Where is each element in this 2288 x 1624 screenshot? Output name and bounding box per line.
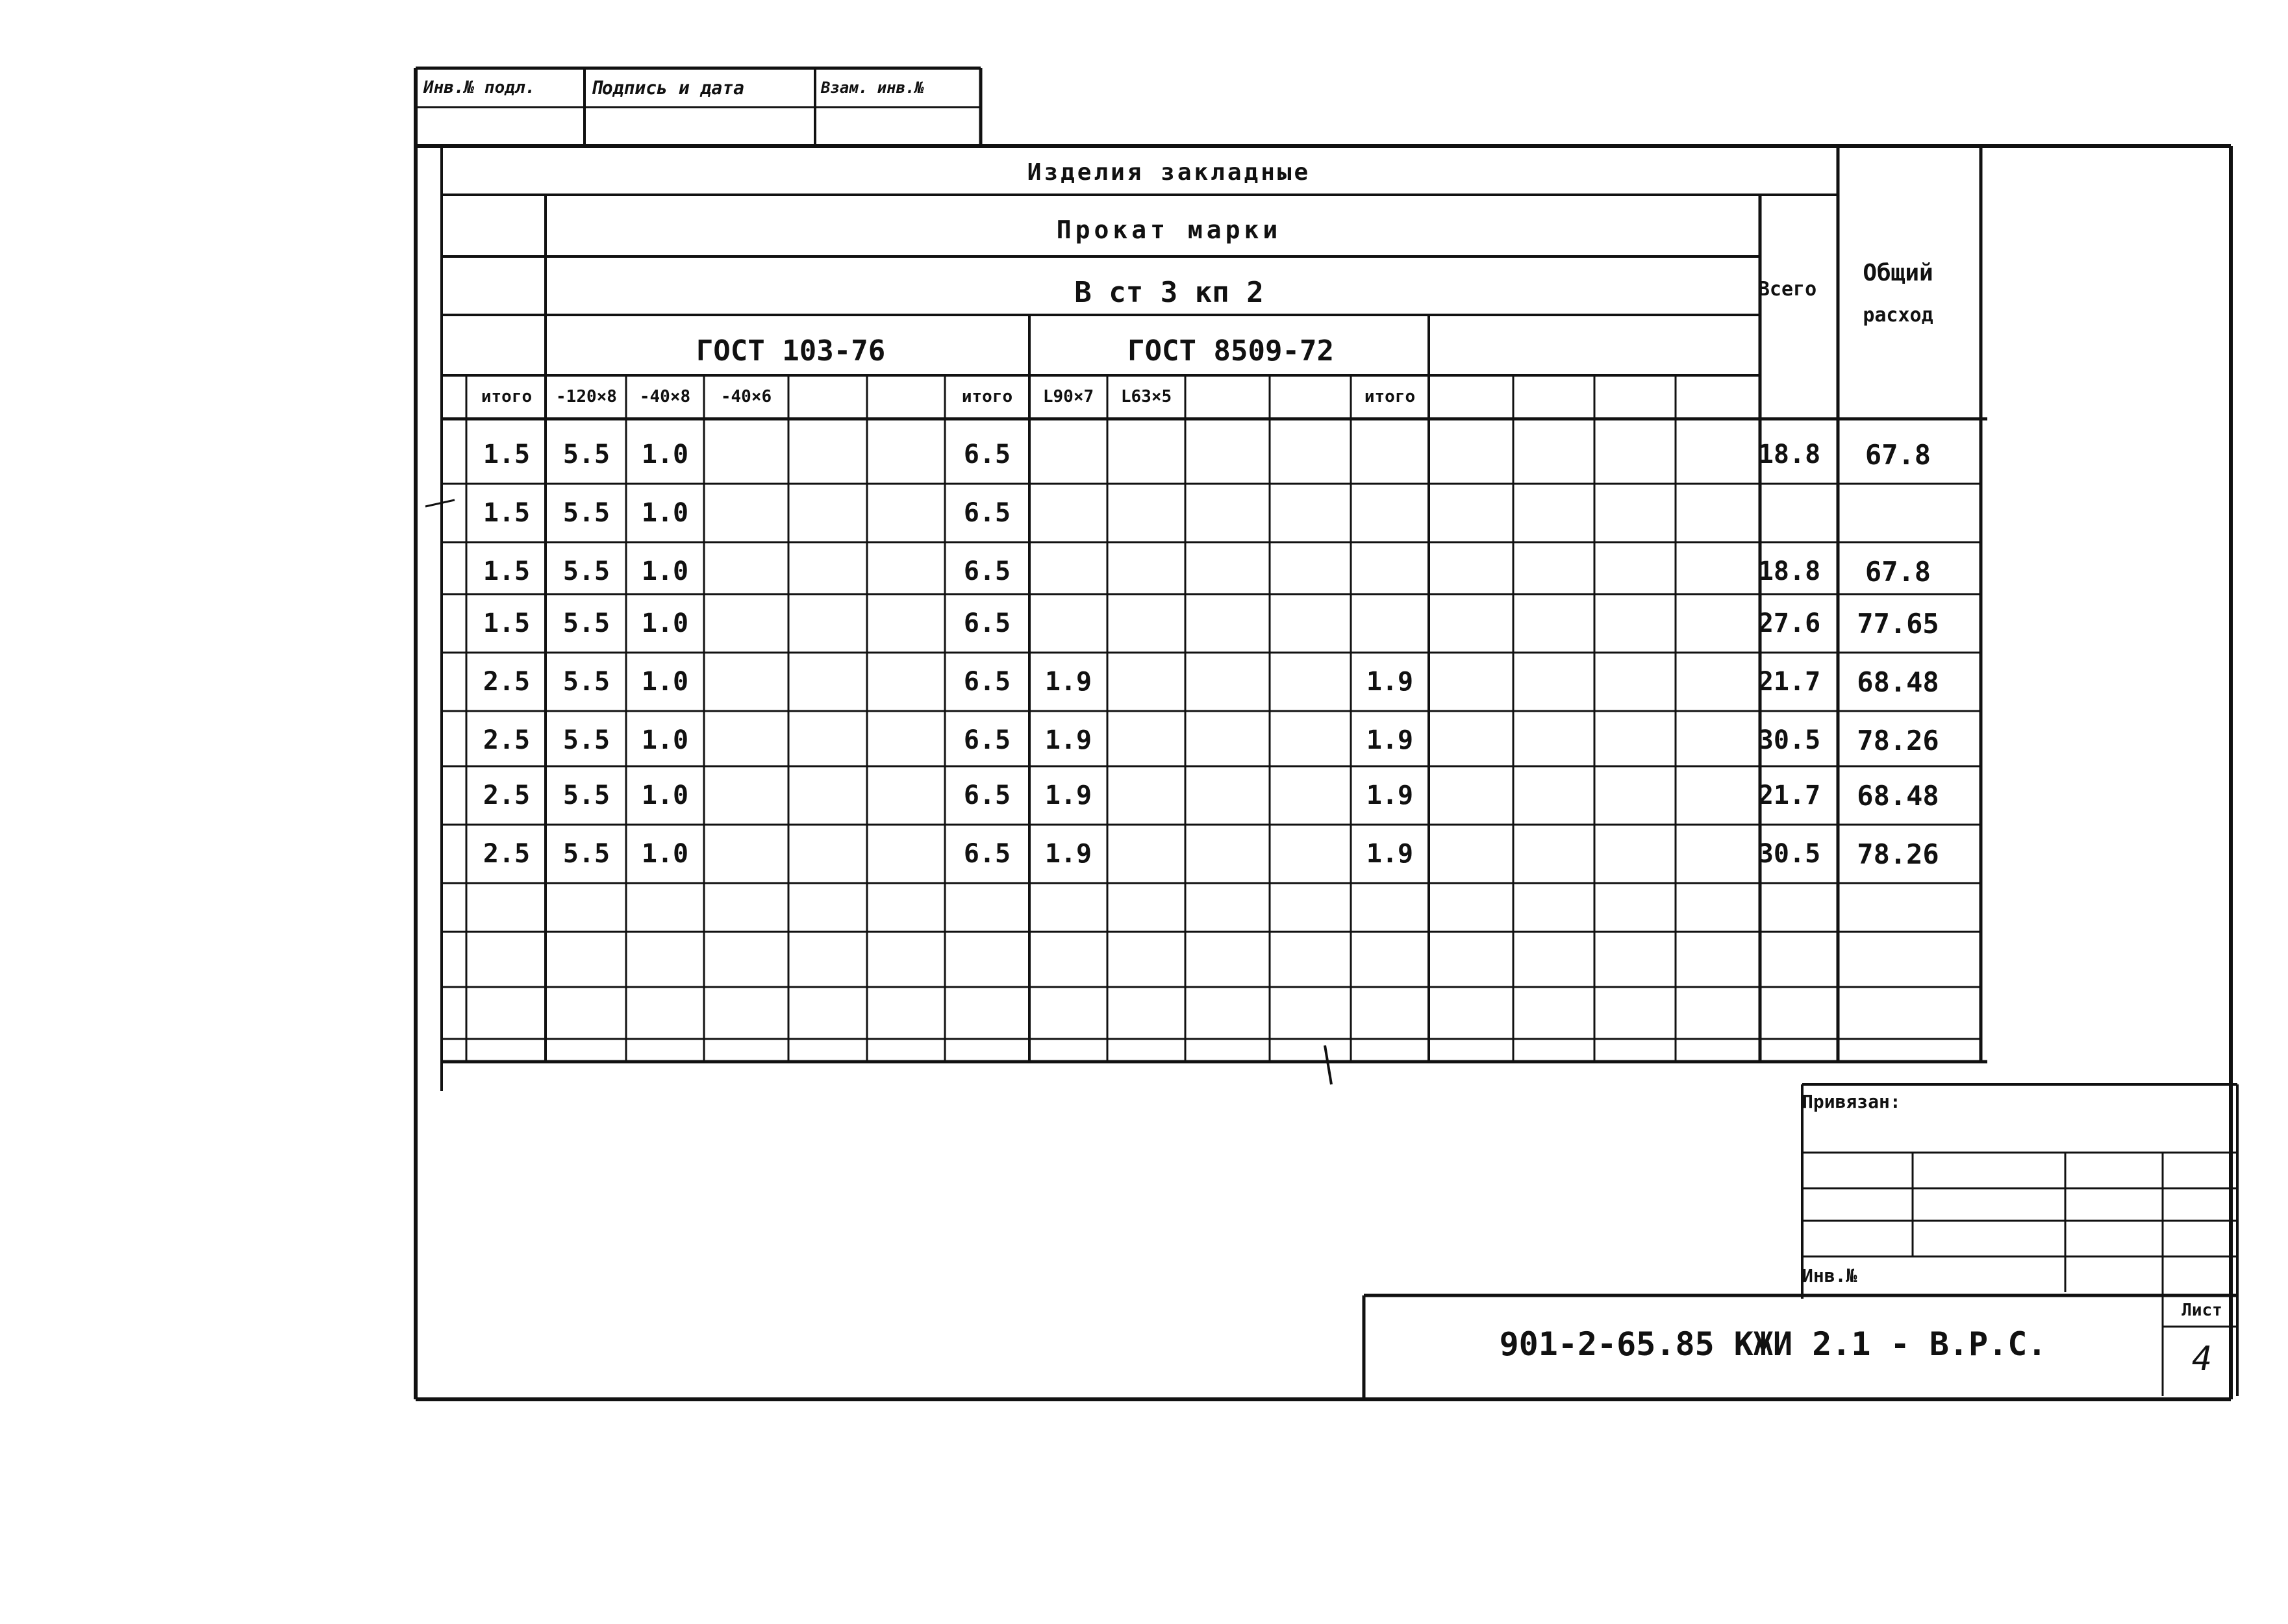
cell-vsego: 21.7 (1757, 781, 1821, 810)
cell-itogo-2: 6.5 (963, 839, 1011, 869)
cell-obshchiy: 78.26 (1857, 838, 1939, 870)
cell-itogo-1: 2.5 (483, 781, 531, 810)
cell-itogo-3: 1.9 (1366, 781, 1414, 810)
cell-itogo-3: 1.9 (1366, 667, 1414, 697)
stamp-podpis-data: Подпись и дата (591, 77, 745, 99)
cell-vsego: 18.8 (1757, 440, 1821, 469)
cell-itogo-1: 2.5 (483, 667, 531, 697)
cell-40x8: 1.0 (641, 725, 689, 755)
cell-40x8: 1.0 (641, 608, 689, 638)
col-header: L63×5 (1120, 387, 1172, 406)
cell-l90x7: 1.9 (1044, 781, 1092, 810)
cell-l90x7: 1.9 (1044, 667, 1092, 697)
cell-itogo-3: 1.9 (1366, 839, 1414, 869)
tick-mark (1325, 1045, 1331, 1084)
cell-120x8: 5.5 (562, 839, 610, 869)
cell-itogo-2: 6.5 (963, 667, 1011, 697)
cell-120x8: 5.5 (562, 667, 610, 697)
cell-120x8: 5.5 (562, 608, 610, 638)
gost-103-76: ГОСТ 103-76 (696, 334, 886, 368)
cell-itogo-2: 6.5 (963, 556, 1011, 586)
cell-obshchiy: 67.8 (1865, 555, 1931, 588)
cell-vsego: 30.5 (1757, 839, 1821, 869)
cell-obshchiy: 78.26 (1857, 724, 1939, 756)
prokat-label: Прокат марки (1056, 216, 1282, 244)
cell-vsego: 21.7 (1757, 667, 1821, 697)
cell-40x8: 1.0 (641, 781, 689, 810)
cell-l90x7: 1.9 (1044, 725, 1092, 755)
cell-120x8: 5.5 (562, 440, 610, 469)
steel-grade: В ст 3 кп 2 (1074, 275, 1264, 309)
cell-120x8: 5.5 (562, 781, 610, 810)
col-header: -40×8 (639, 387, 691, 406)
cell-120x8: 5.5 (562, 556, 610, 586)
cell-vsego: 30.5 (1757, 725, 1821, 755)
cell-vsego: 27.6 (1757, 608, 1821, 638)
cell-120x8: 5.5 (562, 725, 610, 755)
col-header: -120×8 (556, 387, 617, 406)
cell-itogo-1: 2.5 (483, 839, 531, 869)
cell-itogo-1: 2.5 (483, 725, 531, 755)
cell-obshchiy: 68.48 (1857, 666, 1939, 698)
cell-obshchiy: 68.48 (1857, 779, 1939, 812)
table-title: Изделия закладные (1027, 158, 1311, 186)
gost-8509-72: ГОСТ 8509-72 (1127, 334, 1334, 368)
cell-itogo-2: 6.5 (963, 781, 1011, 810)
inv-no-label: Инв.№ (1802, 1264, 1857, 1286)
cell-40x8: 1.0 (641, 556, 689, 586)
cell-vsego: 18.8 (1757, 556, 1821, 586)
cell-itogo-2: 6.5 (963, 725, 1011, 755)
cell-itogo-1: 1.5 (483, 440, 531, 469)
col-header: итого (1364, 387, 1416, 406)
cell-40x8: 1.0 (641, 667, 689, 697)
cell-itogo-1: 1.5 (483, 608, 531, 638)
cell-120x8: 5.5 (562, 498, 610, 528)
vsego-label: Всего (1757, 277, 1817, 301)
cell-40x8: 1.0 (641, 498, 689, 528)
stamp-vzam-inv: Взам. инв.№ (821, 79, 924, 97)
privyazan-label: Привязан: (1802, 1090, 1901, 1112)
cell-obshchiy (1828, 484, 1968, 542)
cell-itogo-2: 6.5 (963, 608, 1011, 638)
col-header: L90×7 (1042, 387, 1094, 406)
cell-40x8: 1.0 (641, 440, 689, 469)
cell-vsego (1750, 484, 1828, 542)
cell-itogo-2: 6.5 (963, 440, 1011, 469)
col-header: итого (481, 387, 533, 406)
obshchiy-label: Общий (1863, 259, 1933, 286)
cell-itogo-1: 1.5 (483, 556, 531, 586)
cell-40x8: 1.0 (641, 839, 689, 869)
cell-l90x7: 1.9 (1044, 839, 1092, 869)
sheet-number: 4 (2191, 1340, 2213, 1379)
cell-itogo-3: 1.9 (1366, 725, 1414, 755)
cell-obshchiy: 77.65 (1857, 607, 1939, 640)
tick-mark (425, 500, 455, 506)
col-header: -40×6 (720, 387, 772, 406)
cell-itogo-2: 6.5 (963, 498, 1011, 528)
sheet-label: Лист (2181, 1301, 2222, 1320)
cell-itogo-1: 1.5 (483, 498, 531, 528)
cell-obshchiy: 67.8 (1865, 438, 1931, 471)
col-header: итого (961, 387, 1013, 406)
stamp-inv-podl: Инв.№ подл. (423, 78, 536, 97)
raskhod-label: расход (1863, 303, 1933, 327)
drawing-designation: 901-2-65.85 КЖИ 2.1 - В.Р.С. (1499, 1325, 2047, 1363)
